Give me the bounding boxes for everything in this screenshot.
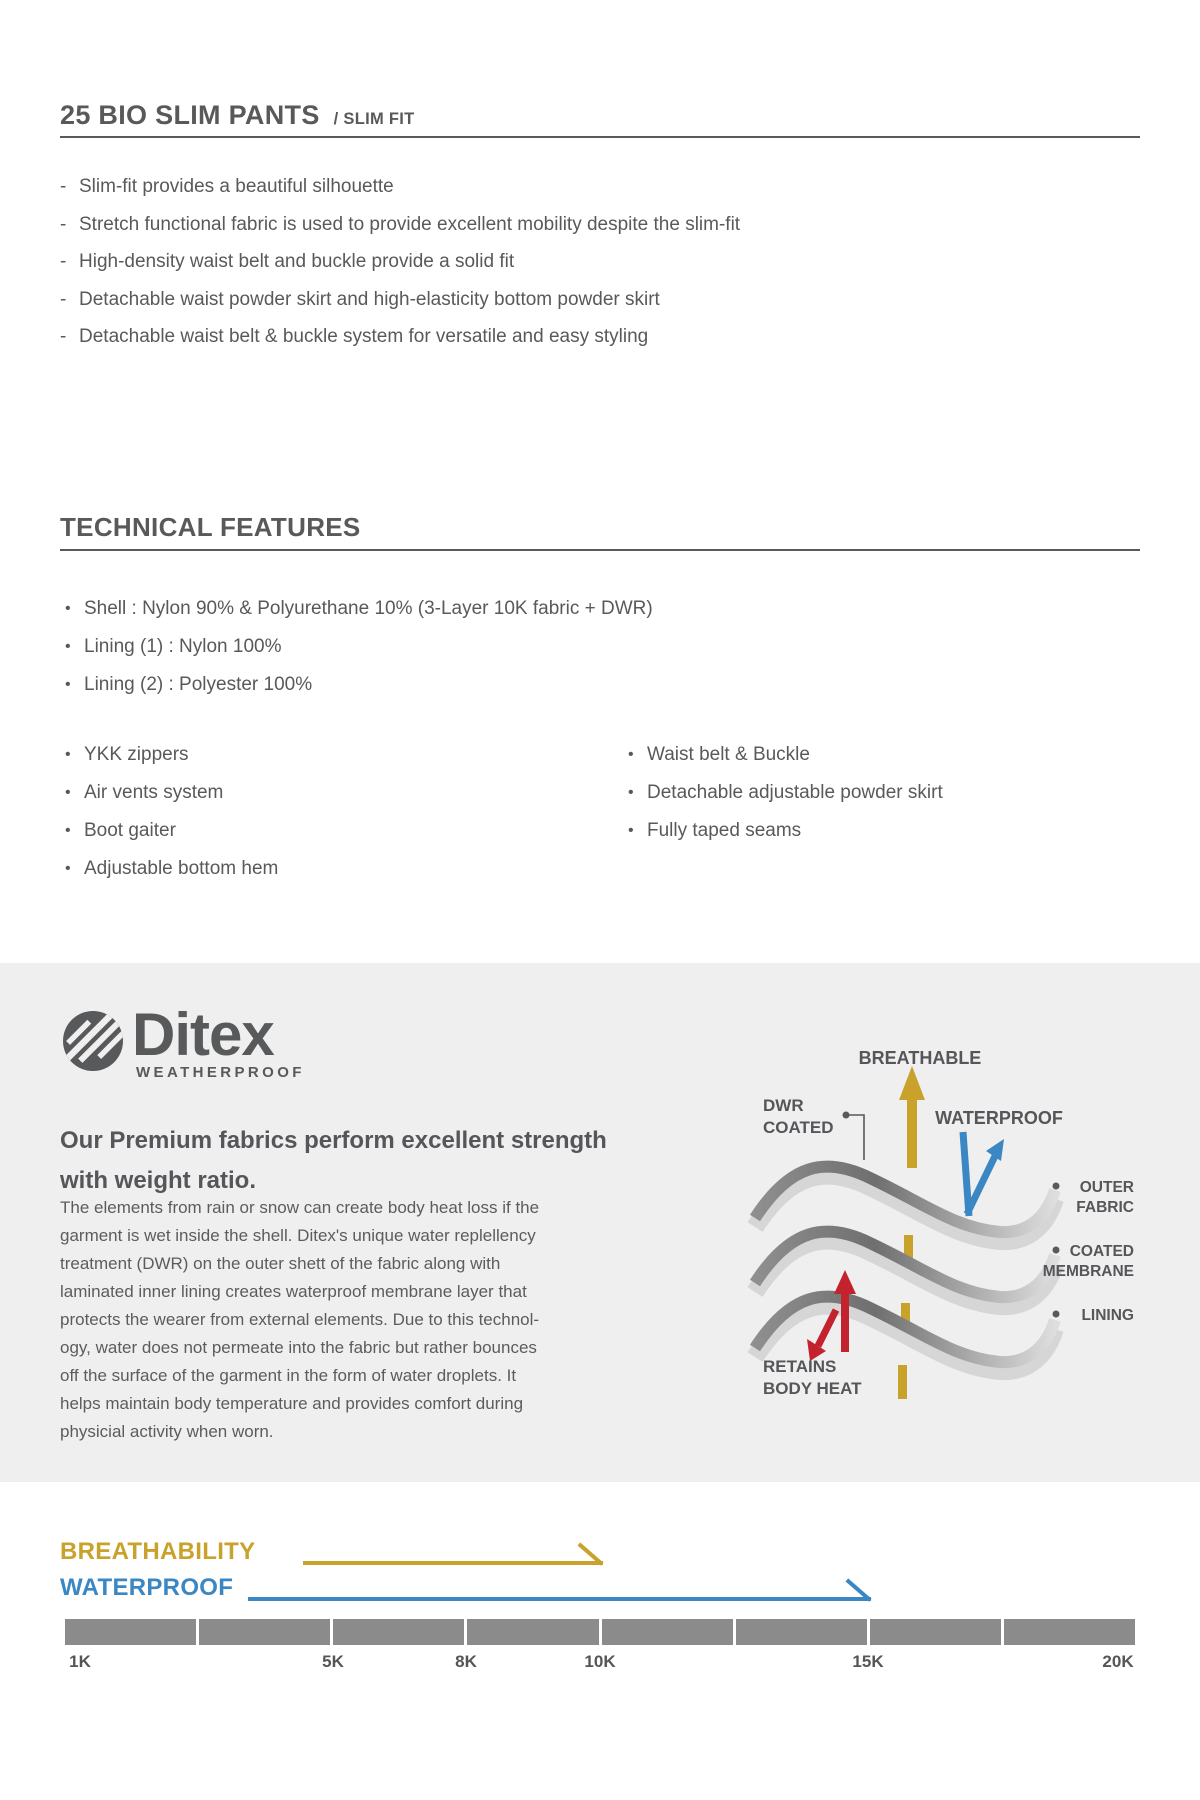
- feature-item: • Adjustable bottom hem: [62, 850, 278, 888]
- scale-segment: [736, 1619, 867, 1645]
- technical-features-heading: TECHNICAL FEATURES: [60, 512, 361, 542]
- lining-label: LINING: [1081, 1307, 1134, 1324]
- panel-headline: [60, 1121, 607, 1201]
- feature-item: • YKK zippers: [62, 736, 278, 774]
- waterproof-arrow-icon: [963, 1132, 1004, 1216]
- scale-segment: [199, 1619, 330, 1645]
- body-text-line: treatment (DWR) on the outer shett of the fabric along with: [60, 1254, 501, 1273]
- technical-features-divider: [60, 549, 1140, 551]
- material-item: • Lining (1) : Nylon 100%: [62, 628, 653, 666]
- material-item: • Shell : Nylon 90% & Polyurethane 10% (3-Layer 10K fabric + DWR): [62, 590, 653, 628]
- scale-segment: [1004, 1619, 1135, 1645]
- feature-item: • Detachable adjustable powder skirt: [625, 774, 943, 812]
- scale-tick-20k: 20K: [1102, 1652, 1134, 1671]
- brand-name: Ditex: [132, 1001, 274, 1068]
- features-list-right: [625, 736, 943, 850]
- body-text-line: physicial activity when worn.: [60, 1422, 274, 1441]
- waterproof-label: WATERPROOF: [60, 1574, 234, 1601]
- page-title: 25 BIO SLIM PANTS: [60, 100, 320, 130]
- outer-fabric-label-line2: FABRIC: [1076, 1199, 1134, 1216]
- feature-item: • Boot gaiter: [62, 812, 278, 850]
- materials-list: [62, 590, 653, 704]
- dwr-label-line2: COATED: [763, 1118, 834, 1137]
- body-text-line: garment is wet inside the shell. Ditex's unique water replellency: [60, 1226, 536, 1245]
- scale-tick-15k: 15K: [852, 1652, 884, 1671]
- lining-dot: [1053, 1311, 1060, 1318]
- retains-heat-label-line2: BODY HEAT: [763, 1379, 862, 1398]
- breathability-label: BREATHABILITY: [60, 1538, 256, 1565]
- dwr-coated-callout: [843, 1112, 865, 1161]
- panel-body-text: [60, 1194, 539, 1446]
- material-item: • Lining (2) : Polyester 100%: [62, 666, 653, 704]
- panel-headline-line1: Our Premium fabrics perform excellent strength: [60, 1127, 607, 1154]
- coated-membrane-label-line2: MEMBRANE: [1042, 1263, 1134, 1280]
- outer-fabric-layer: [755, 1167, 1055, 1242]
- rating-scale-bar: [65, 1619, 1135, 1645]
- body-text-line: protects the wearer from external elements. Due to this technol-: [60, 1310, 540, 1329]
- scale-tick-1k: 1K: [69, 1652, 91, 1671]
- scale-tick-5k: 5K: [322, 1652, 344, 1671]
- title-divider: [60, 136, 1140, 138]
- scale-segment: [602, 1619, 733, 1645]
- panel-headline-line2: with weight ratio.: [60, 1167, 256, 1194]
- scale-segment: [333, 1619, 464, 1645]
- body-text-line: ogy, water does not permeate into the fabric but rather bounces: [60, 1338, 537, 1357]
- retains-heat-label-line1: RETAINS: [763, 1357, 837, 1376]
- scale-segment: [65, 1619, 196, 1645]
- highlight-item: - Detachable waist belt & buckle system for versatile and easy styling: [60, 318, 740, 356]
- coated-membrane-dot: [1053, 1247, 1060, 1254]
- dwr-label-line1: DWR: [763, 1096, 804, 1115]
- feature-item: • Air vents system: [62, 774, 278, 812]
- feature-item: • Waist belt & Buckle: [625, 736, 943, 774]
- breathability-line: [303, 1561, 603, 1565]
- body-text-line: The elements from rain or snow can create body heat loss if the: [60, 1198, 540, 1217]
- feature-item: • Fully taped seams: [625, 812, 943, 850]
- outer-fabric-label-line1: OUTER: [1079, 1179, 1134, 1196]
- body-text-line: off the surface of the garment in the form of water droplets. It: [60, 1366, 517, 1385]
- fit-label: / SLIM FIT: [333, 110, 415, 128]
- body-text-line: helps maintain body temperature and provides comfort during: [60, 1394, 524, 1413]
- highlight-item: - Slim-fit provides a beautiful silhouette: [60, 168, 740, 206]
- brand-tagline: WEATHERPROOF: [136, 1064, 305, 1081]
- waterproof-label: WATERPROOF: [935, 1108, 1063, 1128]
- highlight-list: [60, 168, 740, 356]
- highlight-item: - Stretch functional fabric is used to provide excellent mobility despite the slim-fit: [60, 206, 740, 244]
- body-text-line: laminated inner lining creates waterproof membrane layer that: [60, 1282, 527, 1301]
- highlight-item: - High-density waist belt and buckle provide a solid fit: [60, 243, 740, 281]
- breathable-label: BREATHABLE: [858, 1048, 982, 1068]
- scale-segment: [467, 1619, 598, 1645]
- coated-membrane-label-line1: COATED: [1069, 1243, 1134, 1260]
- waterproof-line: [248, 1597, 871, 1601]
- features-list-left: [62, 736, 278, 888]
- scale-tick-8k: 8K: [455, 1652, 477, 1671]
- page-title-row: [60, 100, 415, 131]
- fabric-layers-diagram: [650, 1020, 1160, 1440]
- outer-fabric-dot: [1053, 1183, 1060, 1190]
- highlight-item: - Detachable waist powder skirt and high-elasticity bottom powder skirt: [60, 281, 740, 319]
- scale-tick-10k: 10K: [584, 1652, 616, 1671]
- ditex-logo-icon: [62, 1010, 124, 1072]
- scale-segment: [870, 1619, 1001, 1645]
